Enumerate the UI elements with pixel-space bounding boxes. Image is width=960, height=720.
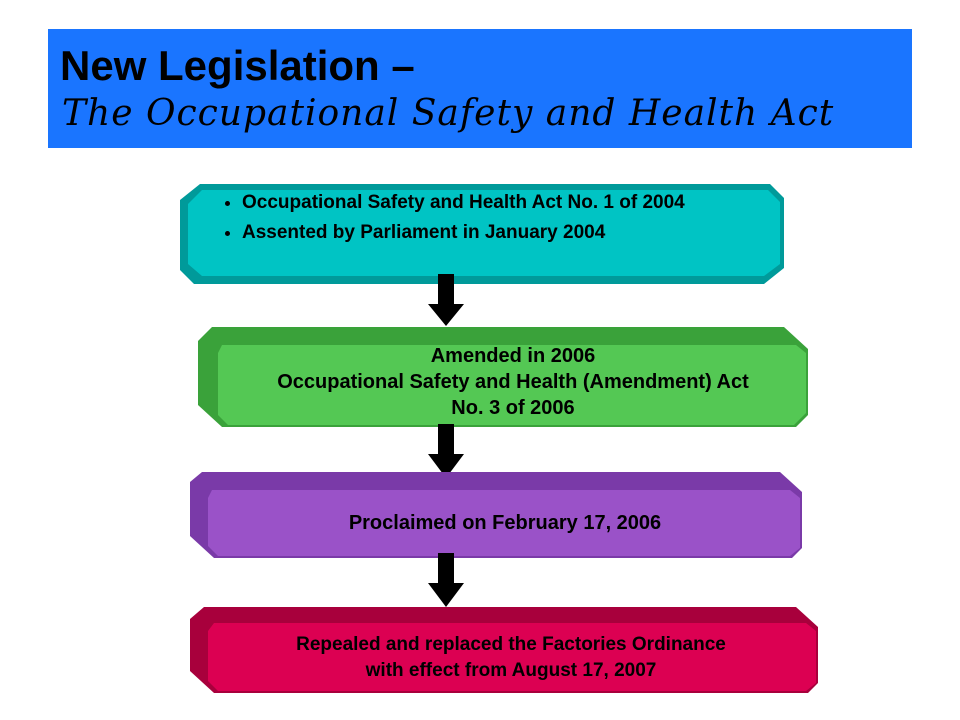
step-line: with effect from August 17, 2007 (365, 660, 657, 681)
bullet-item: • Occupational Safety and Health Act No. 1 of 2004 (242, 192, 770, 214)
down-arrow-icon (426, 553, 466, 609)
step-box-repealed (190, 607, 818, 693)
step-text: Proclaimed on February 17, 2006 (348, 512, 662, 534)
bullet-item: • Assented by Parliament in January 2004 (242, 222, 770, 244)
title-banner (48, 29, 912, 148)
step-text (210, 192, 770, 252)
step-line: No. 3 of 2006 (451, 397, 575, 419)
slide-subtitle: The Occupational Safety and Health Act (62, 93, 835, 134)
step-line: Amended in 2006 (430, 345, 596, 367)
down-arrow-icon (426, 274, 466, 328)
slide-title: New Legislation – (60, 42, 415, 89)
bullet-list (210, 192, 770, 244)
step-line: Repealed and replaced the Factories Ordinance (296, 634, 726, 655)
step-box-proclaimed (190, 472, 802, 558)
step-line: Occupational Safety and Health (Amendment) Act (277, 371, 749, 393)
step-text (214, 632, 808, 684)
step-box-act-2004 (180, 184, 784, 286)
step-box-amendment-2006 (198, 327, 808, 427)
step-text (218, 343, 808, 421)
